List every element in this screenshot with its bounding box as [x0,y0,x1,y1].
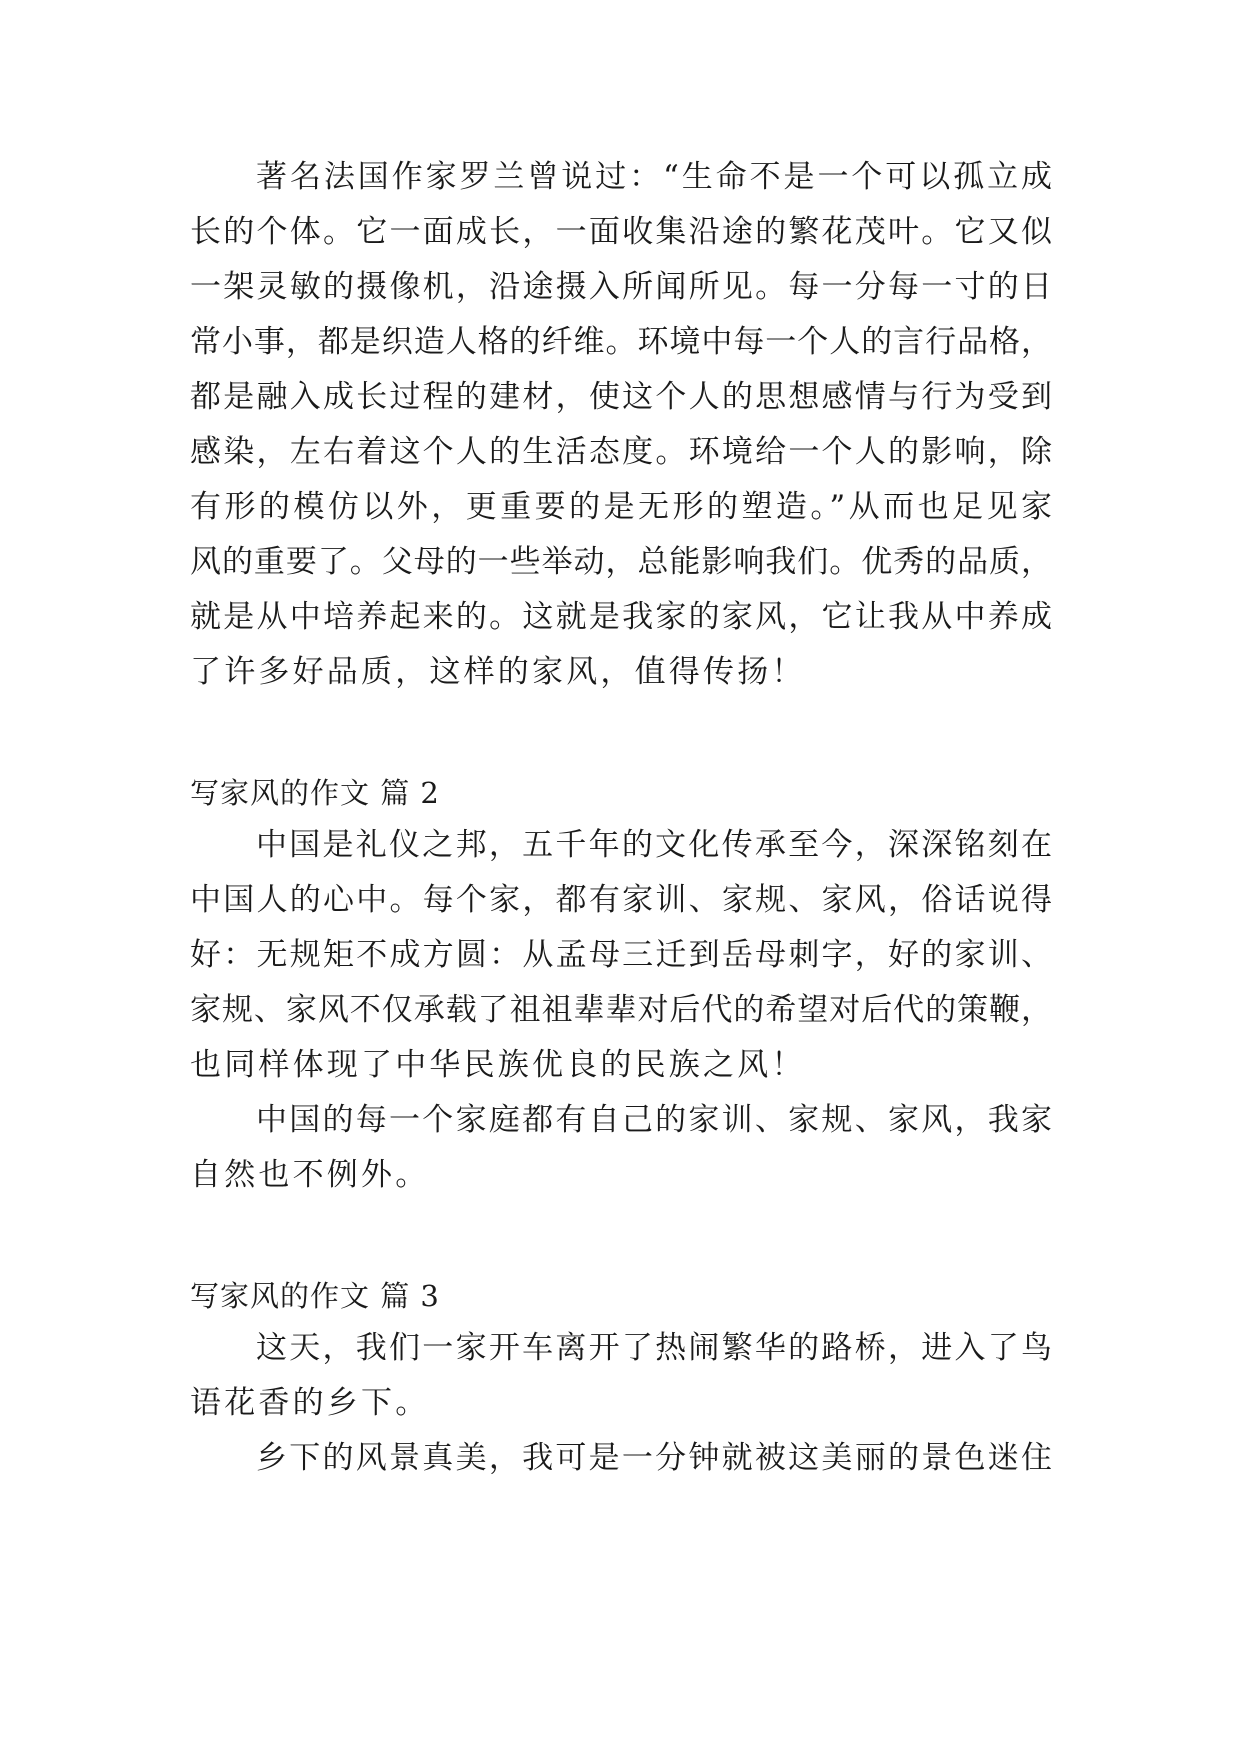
paragraph-line: 也同样体现了中华民族优良的民族之风！ [190,1047,806,1083]
paragraph-line: 风的重要了。父母的一些举动，总能影响我们。优秀的品质， [190,544,1052,580]
section-heading: 写家风的作文 篇 3 [190,1279,440,1313]
paragraph-line: 一架灵敏的摄像机，沿途摄入所闻所见。每一分每一寸的日 [190,269,1052,305]
paragraph-line: 都是融入成长过程的建材，使这个人的思想感情与行为受到 [190,379,1052,415]
paragraph-line: 中国是礼仪之邦，五千年的文化传承至今，深深铭刻在 [256,827,1052,863]
paragraph-line: 长的个体。它一面成长，一面收集沿途的繁花茂叶。它又似 [190,214,1052,250]
paragraph-line: 好：无规矩不成方圆：从孟母三迁到岳母刺字，好的家训、 [190,937,1052,973]
section-heading: 写家风的作文 篇 2 [190,776,440,810]
paragraph-line: 就是从中培养起来的。这就是我家的家风，它让我从中养成 [190,599,1052,635]
paragraph-line: 中国的每一个家庭都有自己的家训、家规、家风，我家 [256,1102,1052,1138]
paragraph-line: 中国人的心中。每个家，都有家训、家规、家风，俗话说得 [190,882,1052,918]
paragraph-line: 乡下的风景真美，我可是一分钟就被这美丽的景色迷住 [256,1440,1052,1476]
paragraph-line: 这天，我们一家开车离开了热闹繁华的路桥，进入了鸟 [256,1330,1052,1366]
paragraph-line: 感染，左右着这个人的生活态度。环境给一个人的影响，除 [190,434,1052,470]
paragraph-line: 家规、家风不仅承载了祖祖辈辈对后代的希望对后代的策鞭， [190,992,1052,1028]
paragraph-line: 语花香的乡下。 [190,1385,430,1421]
paragraph-line: 自然也不例外。 [190,1157,430,1193]
paragraph-line: 著名法国作家罗兰曾说过：“生命不是一个可以孤立成 [256,159,1052,195]
paragraph-line: 常小事，都是织造人格的纤维。环境中每一个人的言行品格， [190,324,1052,360]
paragraph-line: 有形的模仿以外，更重要的是无形的塑造。”从而也足见家 [190,489,1052,525]
paragraph-line: 了许多好品质，这样的家风，值得传扬！ [190,654,806,690]
